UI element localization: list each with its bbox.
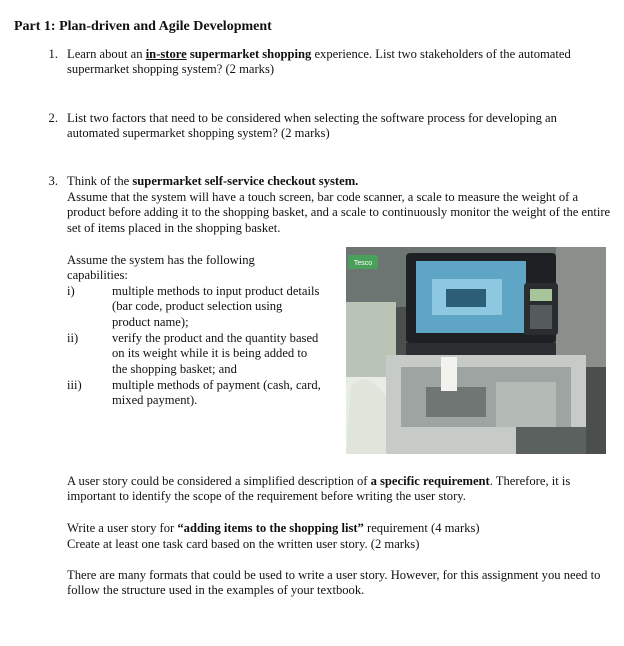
self-checkout-illustration	[346, 247, 606, 454]
q2-text: List two factors that need to be considered when selecting the software process for developing an automated supermarket shopping system? (2 marks)	[67, 111, 557, 141]
q3-number: 3.	[48, 174, 58, 188]
q3-lead: Think of the supermarket self-service checkout system.	[67, 174, 359, 188]
task-card-instruction: Create at least one task card based on the written user story. (2 marks)	[67, 537, 420, 551]
capability-text: multiple methods to input product details (bar code, product selection using product name);	[112, 284, 320, 329]
user-story-intro: A user story could be considered a simplified description of a specific requirement. Therefore, it is important to identify the scope of the requirement before writing the user story.	[67, 474, 571, 504]
q2-number: 2.	[48, 111, 58, 125]
format-note: There are many formats that could be used to write a user story. However, for this assignment you need to follow the structure used in the examples of your textbook.	[67, 568, 601, 598]
in-store-emphasis: in-store	[145, 47, 187, 61]
capability-number: iii)	[67, 378, 82, 392]
capability-number: i)	[67, 284, 75, 298]
svg-text:Tesco: Tesco	[353, 260, 373, 267]
q3-capabilities-intro: Assume the system has the following capabilities:	[67, 253, 255, 283]
q3-assumption: Assume that the system will have a touch screen, bar code scanner, a scale to measure the weight of a product before adding it to the shopping basket, and a scale to continuously monitor the weight of the entire set of items placed in the shopping basket.	[67, 190, 611, 235]
self-checkout-photo	[346, 247, 606, 454]
capability-number: ii)	[67, 331, 79, 345]
q1-text: Learn about an in-store supermarket shopping experience. List two stakeholders of the automated supermarket shopping system? (2 marks)	[67, 47, 571, 77]
write-user-story: Write a user story for “adding items to the shopping list” requirement (4 marks)	[67, 521, 480, 535]
q1-number: 1.	[48, 47, 58, 61]
part-title: Part 1: Plan-driven and Agile Development	[14, 19, 272, 34]
capability-text: multiple methods of payment (cash, card, mixed payment).	[112, 378, 321, 408]
capability-text: verify the product and the quantity based on its weight while it is being added to the shopping basket; and	[112, 331, 319, 376]
